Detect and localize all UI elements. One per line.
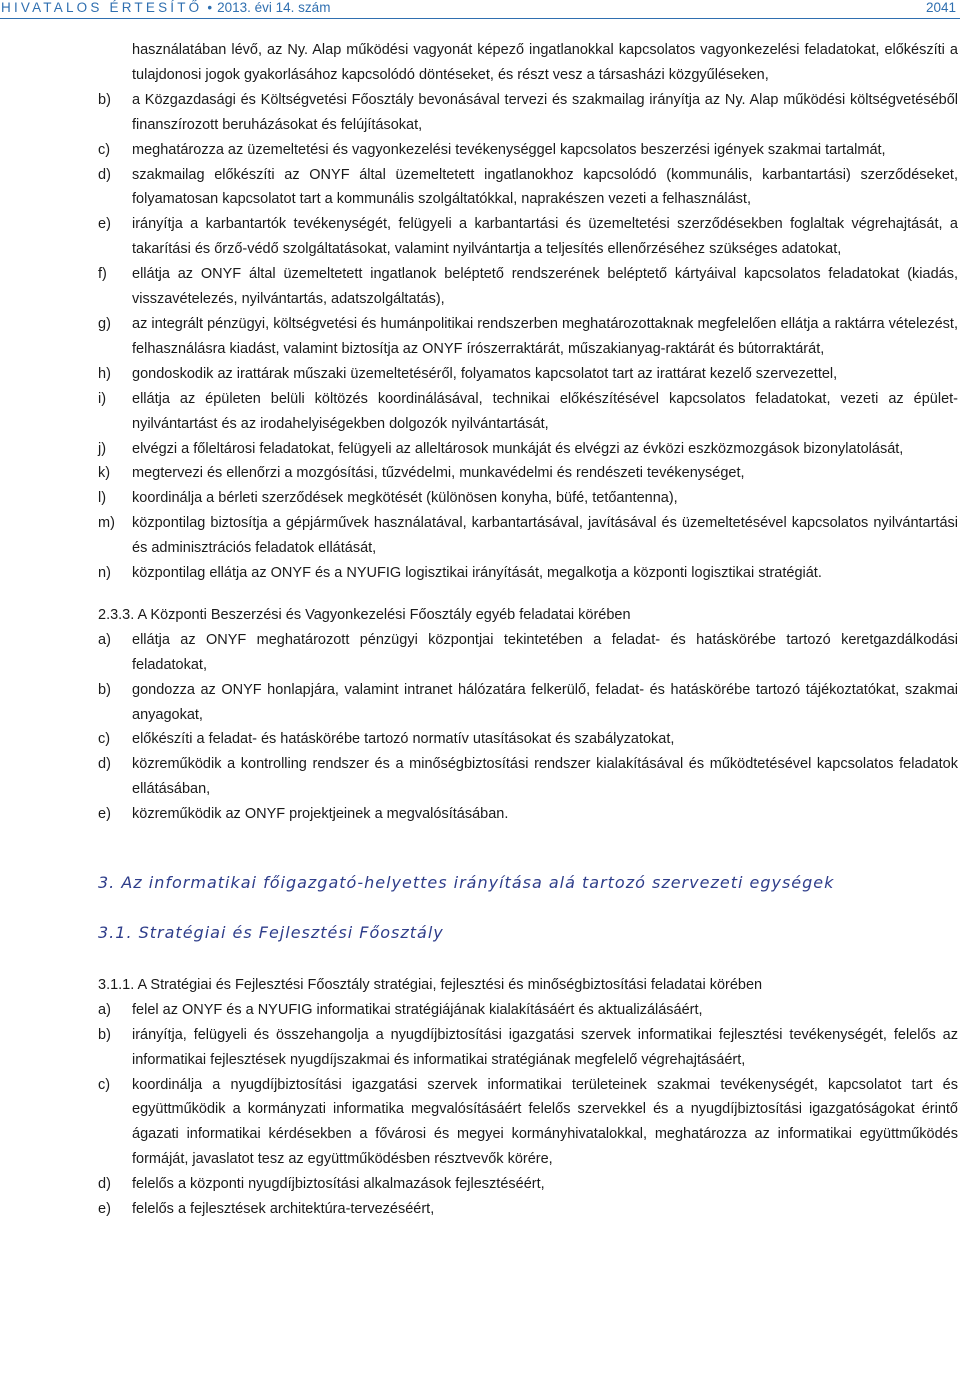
list-item-label: c) [98,1076,111,1093]
list-item-text: felelős a központi nyugdíjbiztosítási alkalmazások fejlesztéséért, [132,1176,545,1193]
list-item [98,437,958,462]
list-item-text: központilag biztosítja a gépjárművek használatával, karbantartásával, javításával és üzemeltetésével kapcsolatos nyilvántartási és adminisztrációs feladatok ellátását, [132,515,958,557]
list-item [98,561,958,586]
section-3-heading: 3. Az informatikai főigazgató-helyettes irányítása alá tartozó szervezeti egységek [98,873,835,893]
list-item-text: ellátja az ONYF meghatározott pénzügyi központjai tekintetében a feladat- és hatáskörébe tartozó keretgazdálkodási feladatokat, [132,631,958,673]
list-item [98,678,958,728]
list-item-text: elvégzi a főleltárosi feladatokat, felügyeli az alleltárosok munkáját és elvégzi az évközi eszközmozgások bizonylatolását, [132,440,904,457]
list-item-label: i) [98,390,107,407]
list-item [98,1197,958,1222]
section-3-1-heading: 3.1. Stratégiai és Fejlesztési Főosztály [98,923,444,942]
list-item-label: n) [98,565,111,582]
list-item-text: felelős a fejlesztések architektúra-tervezéséért, [132,1201,435,1218]
list-item-text: koordinálja a bérleti szerződések megkötését (különösen konyha, büfé, tetőantenna), [132,490,678,507]
list-item-text: közreműködik a kontrolling rendszer és a minőségbiztosítási rendszer kialakításával és működtetésével kapcsolatos feladatok ellátásában, [132,756,958,798]
list-item-label: j) [98,440,107,457]
subsection-2-3-3-title: 2.3.3. A Központi Beszerzési és Vagyonkezelési Főosztály egyéb feladatai körében [98,606,631,623]
list-item [98,461,958,486]
list-item-label: k) [98,465,111,482]
list-item-label: a) [98,631,111,648]
list-item-label: c) [98,731,111,748]
list-item-label: l) [98,490,107,507]
list-item [98,1073,958,1173]
list-item-label: e) [98,1201,111,1218]
list-item-text: gondoskodik az irattárak műszaki üzemeltetéséről, folyamatos kapcsolatot tart az irattárat kezelő szervezettel, [132,365,838,382]
list-item-text: ellátja az ONYF által üzemeltetett ingatlanok beléptető rendszerének beléptető kártyáival kapcsolatos feladatokat (kiadás, visszavételezés, nyilvántartás, adatszolgáltatás), [132,266,958,308]
list-item-text: gondozza az ONYF honlapjára, valamint intranet hálózatára felkerülő, feladat- és hatáskörébe tartozó tájékoztatókat, szakmai anyagokat, [132,681,958,723]
header-divider [0,18,960,19]
list-item-label: d) [98,1176,111,1193]
list-item [98,138,958,163]
page-number: 2041 [925,0,956,15]
list-item-text: koordinálja a nyugdíjbiztosítási igazgatási szervek informatikai területeinek szakmai tevékenységét, kapcsolatot tart és együttműködik a kormányzati informatika megvalósításáért felelős szervekkel és a nyugdíjbiztosítási igazgatóságokat érintő ágazati informatikai kérdésekben a fővárosi és megyei kormányhivatalokkal, meghatározza az informatikai együttműködés formáját, javaslatot tesz az együttműködésben résztvevők körére, [132,1076,958,1168]
intro-paragraph: használatában lévő, az Ny. Alap működési vagyonát képező ingatlanokkal kapcsolatos vagyonkezelési feladatokat, előkészíti a tulajdonosi jogok gyakorlásához kapcsolódó döntéseket, és részt vesz a társasházi közgyűléseken, [132,42,958,83]
list-item-label: m) [98,515,115,532]
page-header [0,0,960,17]
list-item-text: megtervezi és ellenőrzi a mozgósítási, tűzvédelmi, munkavédelmi és rendészeti tevékenységet, [132,465,745,482]
task-list-3-1-1 [98,998,958,1222]
list-item [98,362,958,387]
list-item [98,212,958,262]
list-item-label: b) [98,1026,111,1043]
list-item [98,262,958,312]
list-item-label: a) [98,1001,111,1018]
list-item-text: irányítja a karbantartók tevékenységét, felügyeli a karbantartási és üzemeltetési szerződésekben foglaltak végrehajtását, a takarítási és őrző-védő szolgáltatásokat, valamint nyilvántartja a teljesítés ellenőrzéséhez szükséges adatokat, [132,216,958,258]
list-item-label: d) [98,756,111,773]
list-item [98,486,958,511]
list-item-label: b) [98,681,111,698]
list-item-label: f) [98,266,107,283]
list-item [98,802,958,827]
task-list-b-to-n [98,88,958,586]
list-item-text: irányítja, felügyeli és összehangolja a nyugdíjbiztosítási igazgatási szervek informatikai fejlesztési tevékenységét, felelős az informatikai fejlesztések nyugdíjszakmai és informatikai stratégiának megfelelő végrehajtásáért, [132,1026,958,1068]
list-item-label: e) [98,216,111,233]
list-item-label: b) [98,91,111,108]
list-item-text: központilag ellátja az ONYF és a NYUFIG logisztikai irányítását, megalkotja a központi logisztikai stratégiát. [132,565,822,582]
header-publication-info [1,0,330,15]
list-item-label: d) [98,166,111,183]
list-item [98,628,958,678]
list-item [98,312,958,362]
list-item-text: előkészíti a feladat- és hatáskörébe tartozó normatív utasításokat és szabályzatokat, [132,731,675,748]
list-item [98,752,958,802]
list-item-label: e) [98,806,111,823]
list-item [98,998,958,1023]
task-list-2-3-3 [98,628,958,827]
list-item-text: felel az ONYF és a NYUFIG informatikai stratégiájának kialakításáért és aktualizálásáért, [132,1001,703,1018]
list-item [98,163,958,213]
list-item-label: c) [98,141,111,158]
list-item-text: az integrált pénzügyi, költségvetési és humánpolitikai rendszerben meghatározottaknak megfelelően ellátja a raktárra vételezést, felhasználásra kiadást, valamint biztosítja az ONYF írószerraktárát, műszakianyag-raktárát és bútorraktárát, [132,315,958,357]
list-item [98,387,958,437]
issue-label: 2013. évi 14. szám [217,0,331,15]
list-item-text: közreműködik az ONYF projektjeinek a megvalósításában. [132,806,509,823]
list-item [98,1023,958,1073]
list-item-text: meghatározza az üzemeltetési és vagyonkezelési tevékenységgel kapcsolatos beszerzési igények szakmai tartalmát, [132,141,886,158]
list-item-label: h) [98,365,111,382]
header-separator: • [207,0,213,15]
list-item [98,88,958,138]
list-item [98,727,958,752]
subsection-3-1-1-title: 3.1.1. A Stratégiai és Fejlesztési Főosztály stratégiai, fejlesztési és minőségbiztosítási feladatai körében [98,976,763,993]
list-item-text: ellátja az épületen belüli költözés koordinálásával, technikai előkészítésével kapcsolatos feladatokat, vezeti az épület-nyilvántartást és az irodahelyiségekben dolgozók nyilvántartását, [132,390,958,432]
list-item-text: a Közgazdasági és Költségvetési Főosztály bevonásával tervezi és szakmailag irányítja az Ny. Alap működési költségvetéséből finanszírozott beruházásokat és felújításokat, [132,91,958,133]
list-item [98,1172,958,1197]
list-item-text: szakmailag előkészíti az ONYF által üzemeltetett ingatlanokhoz kapcsolódó (kommunális, karbantartási) szerződéseket, folyamatosan kapcsolatot tart a kommunális szolgáltatókkal, naprakészen vezeti a felhasználást, [132,166,958,208]
list-item-label: g) [98,315,111,332]
list-item [98,511,958,561]
publication-title: HIVATALOS ÉRTESÍTŐ [1,0,203,15]
page-content [98,38,958,1222]
